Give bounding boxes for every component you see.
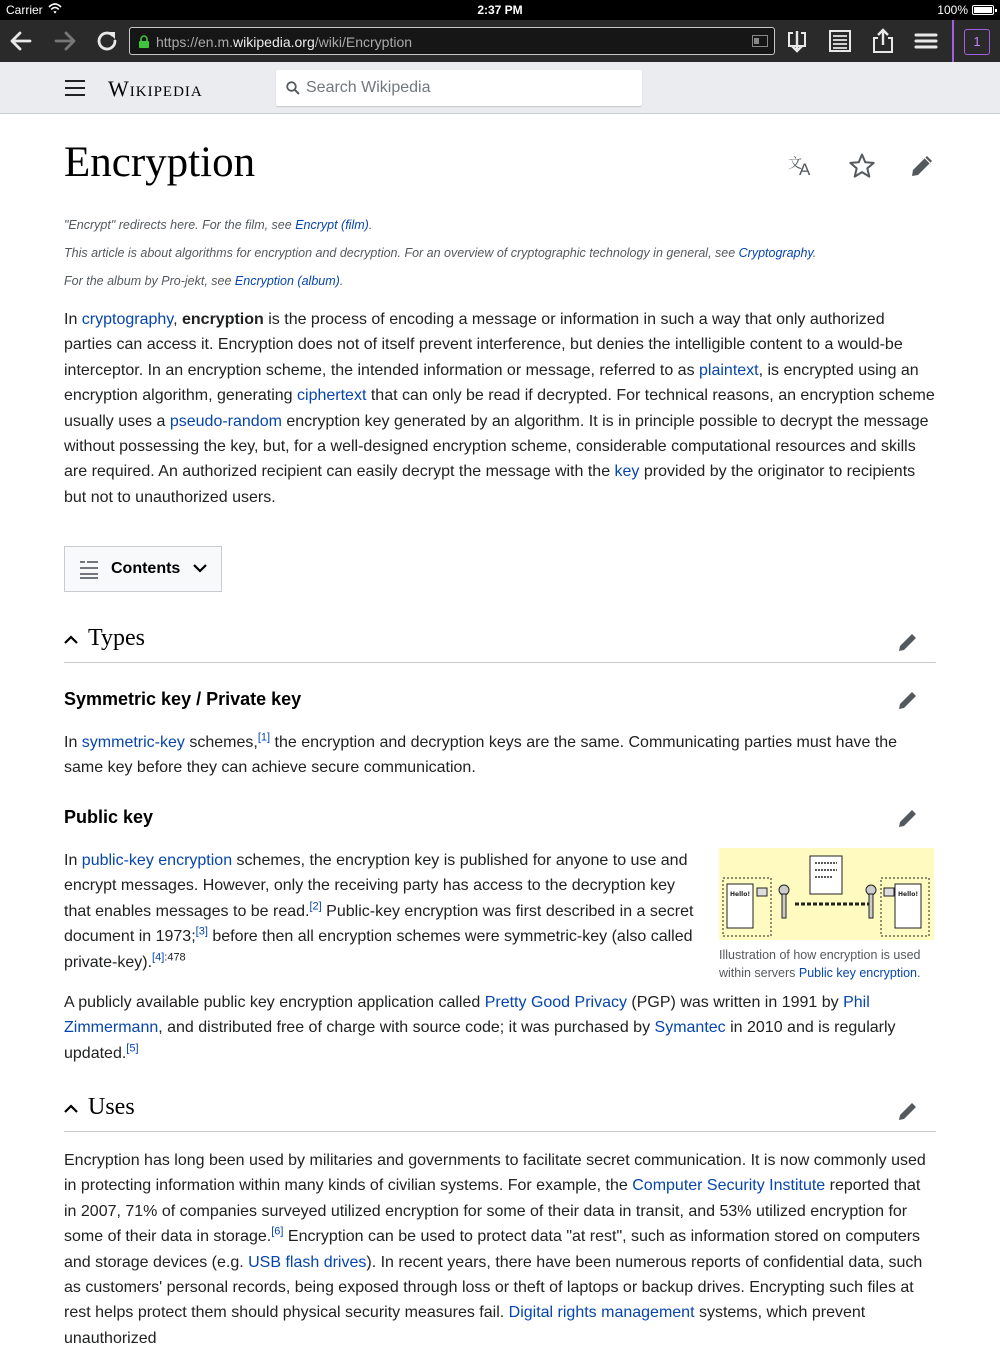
section-uses-heading[interactable] bbox=[64, 1094, 936, 1132]
link-computer-security-institute[interactable]: Computer Security Institute bbox=[632, 1177, 826, 1195]
section-types-heading[interactable] bbox=[64, 625, 936, 663]
search-box[interactable] bbox=[276, 70, 642, 106]
public-key-paragraph-2: A publicly available public key encryption application called Pretty Good Privacy (PGP) was written in 1991 by Phil Zimmermann, and distributed free of charge with source code; it was purchased by Symantec in 2010 and is regularly updated.[5] bbox=[64, 994, 896, 1062]
clock: 2:37 PM bbox=[477, 3, 523, 17]
wikipedia-wordmark[interactable]: Wikipedia bbox=[108, 76, 203, 101]
battery-icon bbox=[972, 5, 994, 15]
reload-icon[interactable] bbox=[94, 28, 120, 54]
citation-2[interactable]: [2] bbox=[309, 900, 322, 913]
browser-toolbar bbox=[0, 20, 1000, 62]
link-public-key-encryption-caption[interactable]: Public key encryption bbox=[798, 966, 918, 980]
page-title: Encryption bbox=[64, 139, 256, 186]
link-cryptography[interactable]: cryptography bbox=[81, 311, 174, 328]
menu-icon[interactable] bbox=[913, 28, 939, 54]
section-types-title: Types bbox=[88, 625, 145, 651]
diagram-hello-right: Hello! bbox=[898, 891, 919, 898]
lock-icon bbox=[138, 35, 150, 48]
status-bar bbox=[0, 0, 1000, 20]
reader-mode-icon[interactable] bbox=[752, 35, 768, 47]
section-uses-title: Uses bbox=[88, 1094, 135, 1120]
section-public-title: Public key bbox=[64, 807, 154, 827]
thumbnail-figure bbox=[719, 848, 934, 982]
edit-pencil-icon[interactable] bbox=[908, 152, 936, 180]
edit-section-uses-icon[interactable] bbox=[897, 1100, 919, 1122]
battery-percent: 100% bbox=[937, 3, 968, 17]
link-symmetric-key[interactable]: symmetric-key bbox=[81, 734, 185, 751]
link-phil-zimmermann[interactable]: Phil Zimmermann bbox=[64, 994, 870, 1037]
svg-text:A: A bbox=[799, 160, 811, 179]
edit-section-public-icon[interactable] bbox=[897, 807, 919, 829]
url-bar[interactable] bbox=[129, 27, 775, 55]
hatnote-album: For the album by Pro-jekt, see Encryption (album). bbox=[64, 274, 344, 288]
link-encrypt-film[interactable]: Encrypt (film) bbox=[295, 218, 369, 232]
chevron-down-icon bbox=[193, 562, 207, 574]
reading-list-icon[interactable] bbox=[827, 28, 853, 54]
edit-section-types-icon[interactable] bbox=[897, 631, 919, 653]
svg-text:文: 文 bbox=[788, 156, 802, 172]
citation-4[interactable]: [4] bbox=[152, 951, 165, 964]
back-arrow-icon[interactable] bbox=[8, 28, 34, 54]
collapse-caret-icon bbox=[64, 635, 78, 645]
link-encryption-album[interactable]: Encryption (album) bbox=[234, 274, 340, 288]
url-text: https://en.m.wikipedia.org/wiki/Encryption bbox=[156, 34, 413, 50]
citation-1[interactable]: [1] bbox=[257, 731, 271, 744]
wiki-header bbox=[0, 62, 1000, 114]
link-symantec[interactable]: Symantec bbox=[654, 1019, 726, 1037]
collapse-caret-icon bbox=[64, 1104, 78, 1114]
link-pseudo-random[interactable]: pseudo-random bbox=[169, 412, 282, 430]
tab-separator bbox=[952, 20, 954, 62]
symmetric-paragraph: In symmetric-key schemes,[1] the encryption and decryption keys are the same. Communicating parties must have the same key before they can achieve secure communication. bbox=[64, 731, 898, 777]
link-cryptography-hatnote[interactable]: Cryptography bbox=[738, 246, 813, 260]
citation-3[interactable]: [3] bbox=[195, 925, 208, 938]
lead-paragraph: In cryptography, encryption is the process of encoding a message or information in such a way that only authorized parties can access it. Encryption does not of itself prevent interference, but denies the intelligible content to a would-be interceptor. In an encryption scheme, the intended information or message, referred to as plaintext, is encrypted using an encryption algorithm, generating ciphertext that can only be read if decrypted. For technical reasons, an encryption scheme usually uses a pseudo-random encryption key generated by an algorithm. It is in principle possible to decrypt the message without possessing the key, but, for a well-designed encryption scheme, considerable computational resources and skills are required. An authorized recipient can easily decrypt the message with the key provided by the originator to recipients but not to unauthorized users. bbox=[64, 311, 935, 506]
link-usb-flash-drives[interactable]: USB flash drives bbox=[248, 1253, 367, 1271]
public-key-diagram-image[interactable] bbox=[719, 848, 934, 940]
link-digital-rights-management[interactable]: Digital rights management bbox=[508, 1304, 695, 1322]
share-icon[interactable] bbox=[870, 28, 896, 54]
star-icon[interactable] bbox=[848, 152, 876, 180]
hatnote-cryptography: This article is about algorithms for encryption and decryption. For an overview of cryptographic technology in general, see Cryptography. bbox=[64, 246, 817, 260]
edit-section-symmetric-icon[interactable] bbox=[897, 689, 919, 711]
link-pretty-good-privacy[interactable]: Pretty Good Privacy bbox=[484, 994, 627, 1011]
tab-count-button[interactable]: 1 bbox=[964, 29, 990, 55]
link-key[interactable]: key bbox=[614, 463, 640, 481]
contents-list-icon bbox=[79, 559, 99, 579]
contents-toggle[interactable] bbox=[64, 546, 222, 592]
diagram-hello-left: Hello! bbox=[730, 891, 751, 898]
section-symmetric-title: Symmetric key / Private key bbox=[64, 689, 302, 709]
public-key-paragraph-1: In public-key encryption schemes, the encryption key is published for anyone to use and encrypt messages. However, only the receiving party has access to the decryption key that enables messages to be read.[2] Public-key encryption was first described in a secret document in 1973;[3] before then all encryption schemes were symmetric-key (also called private-key).$^{[4]:478}$ bbox=[64, 852, 694, 971]
citation-5[interactable]: [5] bbox=[126, 1042, 139, 1055]
language-icon[interactable] bbox=[786, 152, 814, 180]
forward-arrow-icon[interactable] bbox=[52, 28, 78, 54]
search-input[interactable] bbox=[306, 70, 636, 106]
search-icon bbox=[286, 81, 300, 95]
uses-paragraph: Encryption has long been used by militaries and governments to facilitate secret communication. It is now commonly used in protecting information within many kinds of civilian systems. For example, the Computer Security Institute reported that in 2007, 71% of companies surveyed utilized encryption for some of their data in transit, and 53% utilized encryption for some of their data in storage.[6] Encryption can be used to protect data "at rest", such as information stored on computers and storage devices (e.g. USB flash drives). In recent years, there have been numerous reports of confidential data, such as customers' personal records, being exposed through loss or theft of laptops or backup drives. Encrypting such files at rest helps protect them should physical security measures fail. Digital rights management systems, which prevent unauthorized bbox=[64, 1152, 926, 1347]
link-ciphertext[interactable]: ciphertext bbox=[297, 387, 367, 405]
hamburger-icon[interactable] bbox=[64, 79, 86, 97]
link-plaintext[interactable]: plaintext bbox=[699, 361, 759, 379]
hatnote-film: "Encrypt" redirects here. For the film, see Encrypt (film). bbox=[64, 218, 373, 232]
download-icon[interactable] bbox=[784, 28, 810, 54]
link-public-key-encryption[interactable]: public-key encryption bbox=[81, 852, 233, 869]
citation-6[interactable]: [6] bbox=[271, 1225, 284, 1238]
contents-label: Contents bbox=[111, 560, 181, 577]
carrier-label: Carrier bbox=[6, 3, 43, 17]
thumbnail-caption: Illustration of how encryption is used within servers Public key encryption. bbox=[719, 948, 921, 980]
diagram-illustration bbox=[719, 848, 934, 940]
